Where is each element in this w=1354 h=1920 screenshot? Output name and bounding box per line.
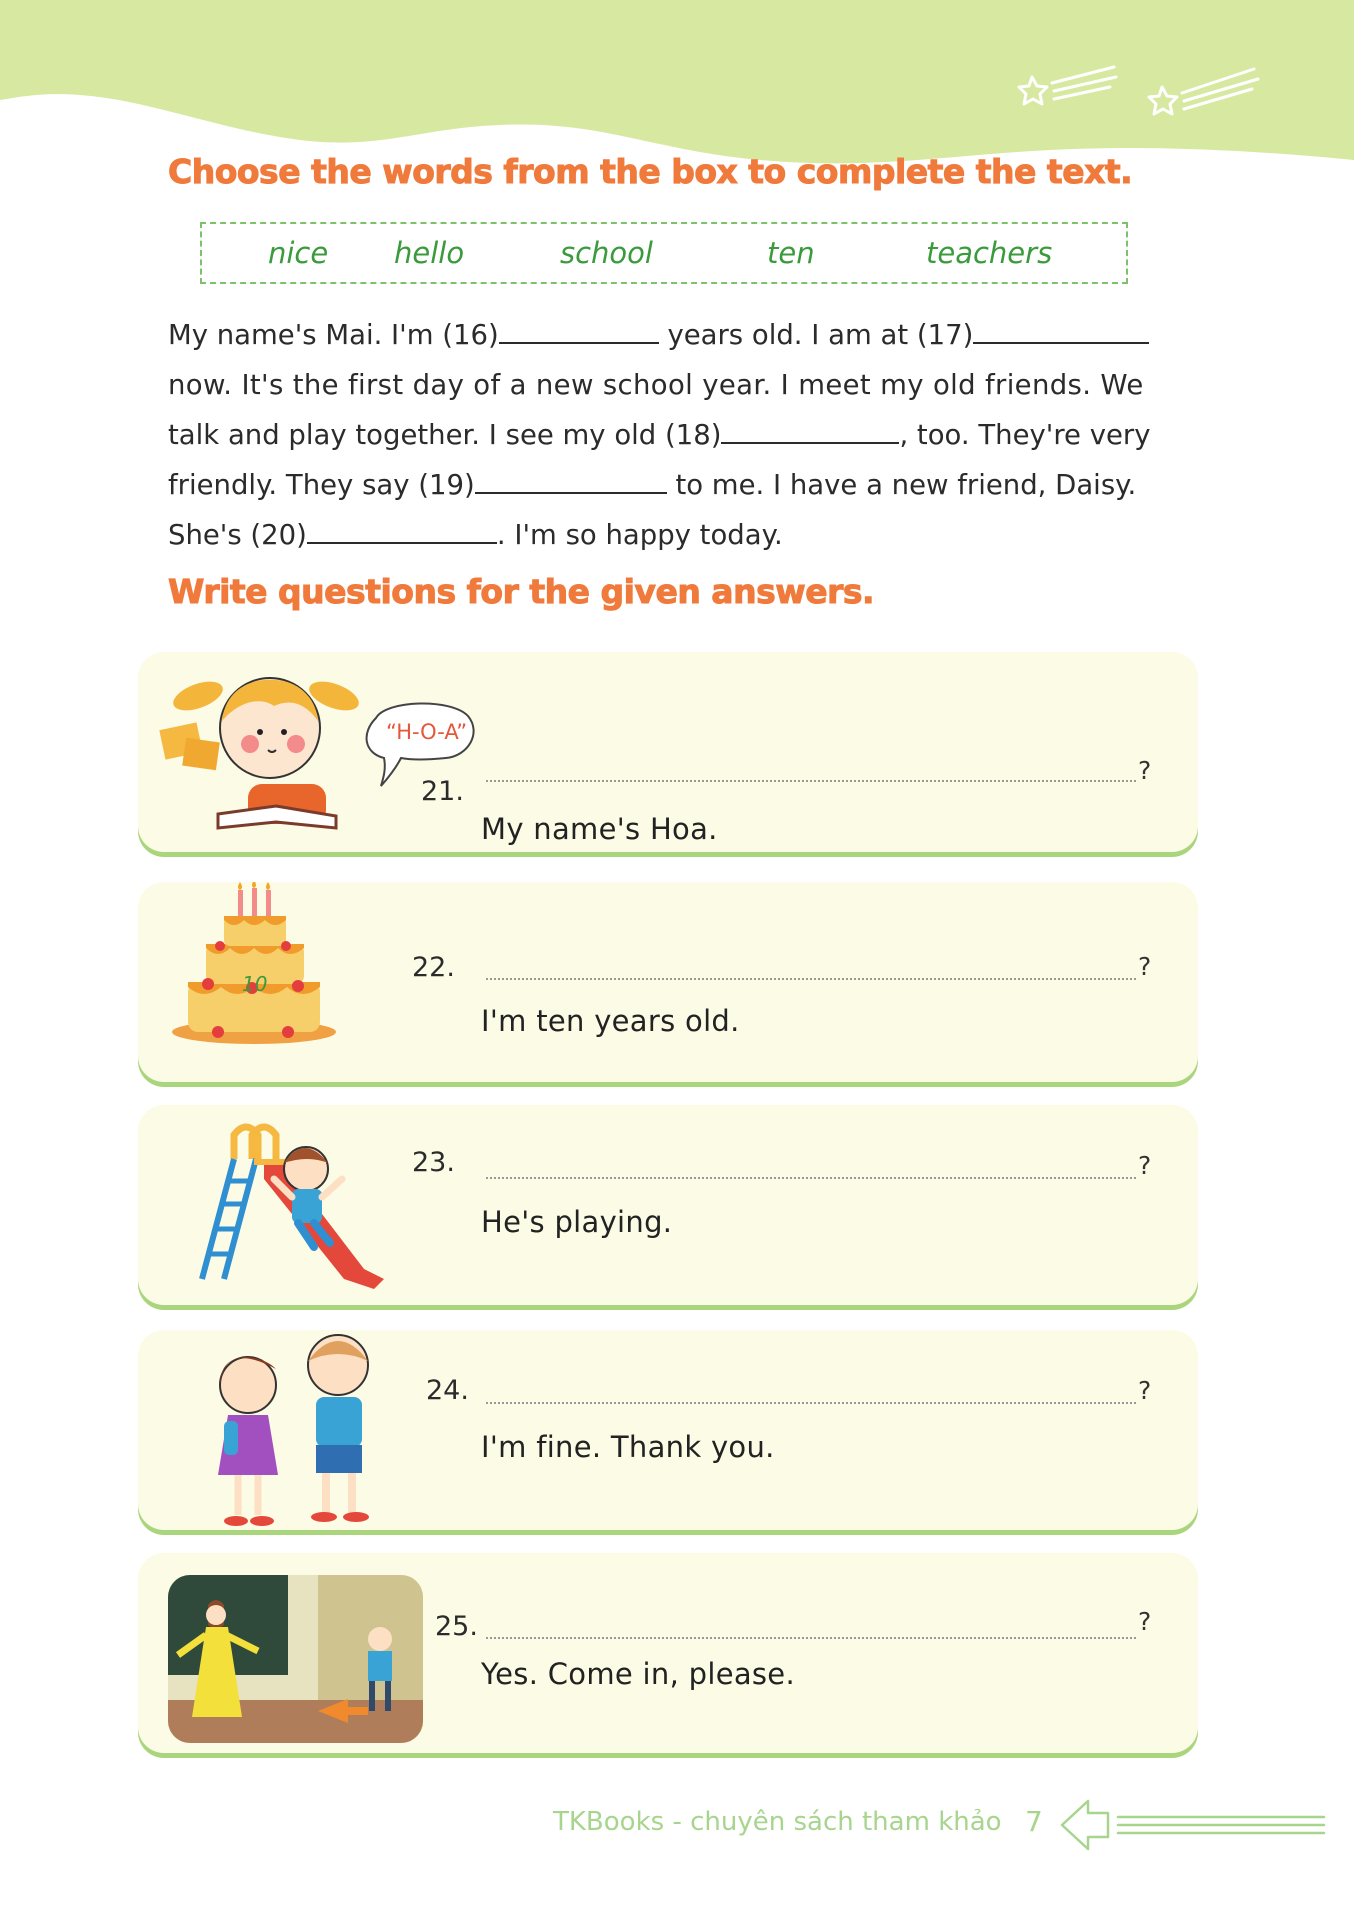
word-option: ten [767, 236, 815, 270]
passage-text-line: She's (20) [168, 519, 307, 551]
question-mark: ? [1138, 1376, 1152, 1405]
birthday-cake-illustration [168, 882, 348, 1052]
passage-text [168, 310, 1173, 560]
section-heading-write-questions: Write questions for the given answers. [168, 572, 875, 611]
boy-and-girl-greeting-illustration [198, 1325, 398, 1530]
question-number: 25. [435, 1611, 478, 1642]
question-card-21 [138, 652, 1198, 852]
back-arrow-icon [1058, 1795, 1328, 1855]
question-card-25 [138, 1553, 1198, 1753]
section-heading-choose-words: Choose the words from the box to complete the text. [168, 152, 1133, 191]
question-mark: ? [1138, 1607, 1152, 1636]
shooting-stars-decoration [1014, 55, 1264, 125]
passage-text-line: to me. I have a new friend, Daisy. [666, 469, 1137, 501]
question-number: 22. [412, 952, 455, 983]
answer-line-25[interactable] [486, 1637, 1136, 1639]
page-number: 7 [1025, 1805, 1043, 1838]
classroom-teacher-illustration [168, 1575, 423, 1743]
given-answer: My name's Hoa. [481, 812, 718, 846]
word-option: school [560, 236, 653, 270]
blank-20[interactable] [307, 516, 497, 544]
answer-line-21[interactable] [486, 780, 1136, 782]
blank-19[interactable] [475, 466, 667, 494]
passage-text-line: now. It's the first day of a new school year. I meet my old friends. We [168, 369, 1144, 401]
speech-bubble-text: “H-O-A” [386, 720, 468, 744]
question-mark: ? [1138, 1151, 1152, 1180]
passage-text-line: My name's Mai. I'm (16) [168, 319, 499, 351]
passage-text-line: years old. I am at (17) [658, 319, 974, 351]
passage-text-line: friendly. They say (19) [168, 469, 475, 501]
given-answer: I'm ten years old. [481, 1004, 740, 1038]
word-option: teachers [926, 236, 1053, 270]
question-number: 23. [412, 1147, 455, 1178]
question-card-24 [138, 1330, 1198, 1530]
given-answer: He's playing. [481, 1205, 673, 1239]
blank-16[interactable] [499, 316, 659, 344]
question-number: 21. [421, 776, 464, 807]
question-number: 24. [426, 1375, 469, 1406]
boy-on-slide-illustration [194, 1119, 394, 1299]
blank-17[interactable] [973, 316, 1149, 344]
passage-text-line: , too. They're very [899, 419, 1151, 451]
answer-line-22[interactable] [486, 978, 1136, 980]
word-box [200, 222, 1128, 284]
given-answer: Yes. Come in, please. [481, 1657, 795, 1691]
passage-text-line: talk and play together. I see my old (18) [168, 419, 722, 451]
question-card-22 [138, 882, 1198, 1082]
cake-number-text: 10 [242, 972, 268, 996]
word-option: hello [394, 236, 465, 270]
question-mark: ? [1138, 756, 1152, 785]
given-answer: I'm fine. Thank you. [481, 1430, 775, 1464]
answer-line-24[interactable] [486, 1402, 1136, 1404]
question-card-23 [138, 1105, 1198, 1305]
blank-18[interactable] [721, 416, 899, 444]
word-option: nice [268, 236, 329, 270]
question-mark: ? [1138, 952, 1152, 981]
passage-text-line: . I'm so happy today. [496, 519, 783, 551]
footer-brand-text: TKBooks - chuyên sách tham khảo [553, 1807, 1002, 1837]
answer-line-23[interactable] [486, 1177, 1136, 1179]
